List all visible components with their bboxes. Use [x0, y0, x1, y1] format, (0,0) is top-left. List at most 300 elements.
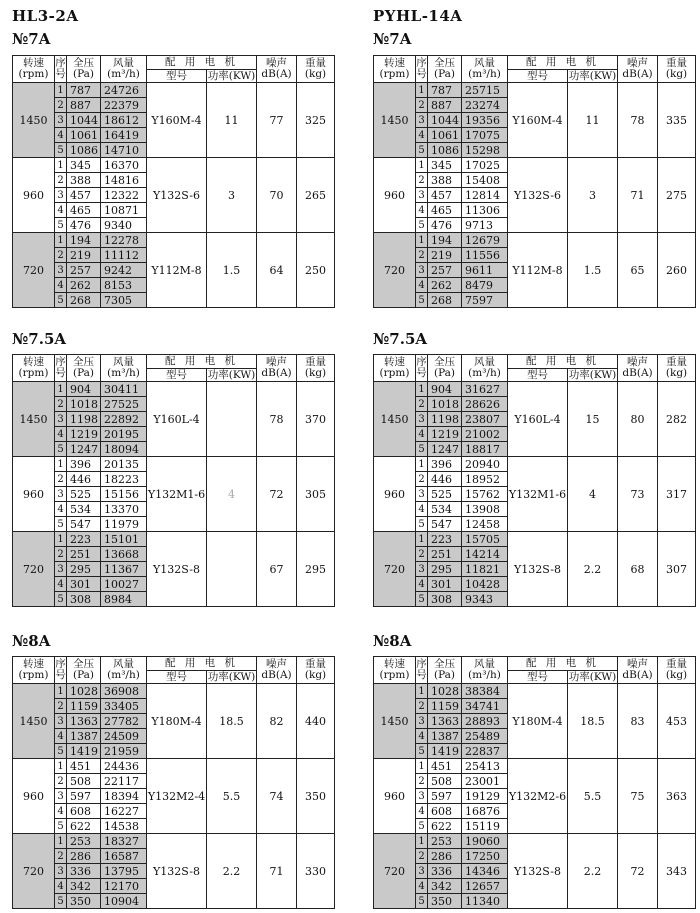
pressure-cell: 1086 [428, 143, 462, 158]
header-noise: 噪声 dB(A) [257, 657, 297, 684]
pressure-cell: 508 [67, 774, 101, 789]
seq-cell: 4 [416, 278, 428, 293]
header-pressure: 全压 (Pa) [428, 355, 462, 382]
flow-cell: 10871 [101, 203, 147, 218]
pressure-cell: 787 [428, 83, 462, 98]
header-motor: 配 用 电 机 [508, 657, 618, 671]
header-flow: 风量 (m³/h) [101, 657, 147, 684]
table-row [374, 457, 696, 472]
flow-cell: 13908 [462, 502, 508, 517]
table-row [13, 834, 335, 849]
pressure-cell: 262 [67, 278, 101, 293]
header-power: 功率(KW) [568, 670, 617, 683]
motor-type-cell: Y160L-4 [508, 382, 568, 457]
seq-cell: 3 [416, 113, 428, 128]
flow-cell: 18394 [101, 789, 147, 804]
spec-table [373, 354, 696, 607]
pressure-cell: 1028 [428, 684, 462, 699]
header-seq: 序 号 [55, 355, 67, 382]
flow-cell: 20195 [101, 427, 147, 442]
speed-cell: 960 [374, 759, 416, 834]
flow-cell: 25413 [462, 759, 508, 774]
seq-cell: 4 [416, 804, 428, 819]
pressure-cell: 262 [428, 278, 462, 293]
weight-cell: 282 [658, 382, 696, 457]
pressure-cell: 887 [67, 98, 101, 113]
noise-cell: 71 [257, 834, 297, 909]
flow-cell: 9611 [462, 263, 508, 278]
pressure-cell: 1419 [428, 744, 462, 759]
seq-cell: 1 [416, 233, 428, 248]
pressure-cell: 1159 [428, 699, 462, 714]
pressure-cell: 1387 [67, 729, 101, 744]
table-row [374, 83, 696, 98]
flow-cell: 8153 [101, 278, 147, 293]
flow-cell: 18817 [462, 442, 508, 457]
header-flow: 风量 (m³/h) [101, 355, 147, 382]
pressure-cell: 1363 [67, 714, 101, 729]
table-row [374, 532, 696, 547]
motor-type-cell: Y132S-8 [508, 532, 568, 607]
seq-cell: 1 [55, 532, 67, 547]
weight-cell: 295 [297, 532, 335, 607]
pressure-cell: 597 [428, 789, 462, 804]
seq-cell: 4 [55, 577, 67, 592]
seq-cell: 3 [55, 562, 67, 577]
pressure-cell: 1028 [67, 684, 101, 699]
flow-cell: 31627 [462, 382, 508, 397]
spec-table [373, 55, 696, 308]
flow-cell: 10904 [101, 894, 147, 909]
flow-cell: 14346 [462, 864, 508, 879]
flow-cell: 12170 [101, 879, 147, 894]
pressure-cell: 508 [428, 774, 462, 789]
pressure-cell: 451 [67, 759, 101, 774]
flow-cell: 15762 [462, 487, 508, 502]
pressure-cell: 268 [67, 293, 101, 308]
pressure-cell: 525 [67, 487, 101, 502]
spec-table [373, 656, 696, 909]
weight-cell: 453 [658, 684, 696, 759]
seq-cell: 1 [416, 158, 428, 173]
power-cell: 4 [207, 457, 257, 532]
seq-cell: 1 [55, 233, 67, 248]
seq-cell: 5 [55, 293, 67, 308]
seq-cell: 4 [55, 128, 67, 143]
seq-cell: 1 [416, 382, 428, 397]
flow-cell: 17025 [462, 158, 508, 173]
table-row [13, 382, 335, 397]
header-flow: 风量 (m³/h) [462, 56, 508, 83]
seq-cell: 2 [55, 547, 67, 562]
seq-cell: 1 [416, 834, 428, 849]
flow-cell: 18094 [101, 442, 147, 457]
flow-cell: 11340 [462, 894, 508, 909]
seq-cell: 4 [416, 729, 428, 744]
speed-cell: 960 [13, 158, 55, 233]
pressure-cell: 547 [428, 517, 462, 532]
header-flow: 风量 (m³/h) [462, 355, 508, 382]
seq-cell: 3 [55, 789, 67, 804]
flow-cell: 28626 [462, 397, 508, 412]
pressure-cell: 301 [67, 577, 101, 592]
seq-cell: 5 [416, 744, 428, 759]
seq-cell: 4 [55, 203, 67, 218]
header-seq: 序 号 [416, 56, 428, 83]
speed-cell: 1450 [374, 382, 416, 457]
flow-cell: 12278 [101, 233, 147, 248]
flow-cell: 15298 [462, 143, 508, 158]
seq-cell: 2 [55, 173, 67, 188]
seq-cell: 5 [55, 744, 67, 759]
header-pressure: 全压 (Pa) [67, 56, 101, 83]
seq-cell: 5 [416, 819, 428, 834]
pressure-cell: 194 [428, 233, 462, 248]
pressure-cell: 219 [67, 248, 101, 263]
flow-cell: 21959 [101, 744, 147, 759]
flow-cell: 22892 [101, 412, 147, 427]
header-power: 功率(KW) [207, 670, 256, 683]
header-noise: 噪声 dB(A) [618, 355, 658, 382]
flow-cell: 33405 [101, 699, 147, 714]
flow-cell: 12657 [462, 879, 508, 894]
pressure-cell: 1247 [428, 442, 462, 457]
header-seq: 序 号 [55, 56, 67, 83]
flow-cell: 24726 [101, 83, 147, 98]
model-title-left: HL3-2A [12, 7, 79, 25]
flow-cell: 13668 [101, 547, 147, 562]
speed-cell: 720 [374, 233, 416, 308]
noise-cell: 70 [257, 158, 297, 233]
table-row [374, 759, 696, 774]
power-cell: 5.5 [568, 759, 618, 834]
seq-cell: 3 [55, 714, 67, 729]
seq-cell: 1 [55, 834, 67, 849]
power-cell [207, 382, 257, 457]
header-power: 功率(KW) [568, 69, 617, 82]
motor-type-cell: Y180M-4 [508, 684, 568, 759]
pressure-cell: 904 [67, 382, 101, 397]
flow-cell: 20940 [462, 457, 508, 472]
flow-cell: 8984 [101, 592, 147, 607]
motor-type-cell: Y132S-6 [147, 158, 207, 233]
header-noise: 噪声 dB(A) [618, 56, 658, 83]
seq-cell: 4 [416, 427, 428, 442]
speed-cell: 720 [374, 834, 416, 909]
pressure-cell: 787 [67, 83, 101, 98]
pressure-cell: 1159 [67, 699, 101, 714]
seq-cell: 5 [55, 592, 67, 607]
seq-cell: 1 [55, 684, 67, 699]
pressure-cell: 904 [428, 382, 462, 397]
weight-cell: 335 [658, 83, 696, 158]
seq-cell: 4 [55, 729, 67, 744]
section-label: №8A [12, 632, 51, 650]
flow-cell: 27782 [101, 714, 147, 729]
flow-cell: 14214 [462, 547, 508, 562]
header-motor: 配 用 电 机 [508, 355, 618, 369]
flow-cell: 17250 [462, 849, 508, 864]
weight-cell: 260 [658, 233, 696, 308]
flow-cell: 8479 [462, 278, 508, 293]
seq-cell: 1 [416, 684, 428, 699]
pressure-cell: 476 [428, 218, 462, 233]
flow-cell: 19129 [462, 789, 508, 804]
speed-cell: 1450 [13, 83, 55, 158]
header-speed: 转速 (rpm) [13, 657, 55, 684]
header-speed: 转速 (rpm) [13, 56, 55, 83]
flow-cell: 15705 [462, 532, 508, 547]
noise-cell: 74 [257, 759, 297, 834]
pressure-cell: 622 [428, 819, 462, 834]
noise-cell: 78 [257, 382, 297, 457]
seq-cell: 5 [416, 592, 428, 607]
flow-cell: 10428 [462, 577, 508, 592]
table-row [13, 233, 335, 248]
flow-cell: 15156 [101, 487, 147, 502]
speed-cell: 720 [13, 532, 55, 607]
seq-cell: 1 [55, 759, 67, 774]
seq-cell: 3 [416, 487, 428, 502]
flow-cell: 13795 [101, 864, 147, 879]
power-cell: 1.5 [568, 233, 618, 308]
seq-cell: 4 [55, 879, 67, 894]
header-weight: 重量 (kg) [658, 56, 696, 83]
pressure-cell: 547 [67, 517, 101, 532]
speed-cell: 1450 [374, 684, 416, 759]
pressure-cell: 286 [428, 849, 462, 864]
spec-table [12, 354, 335, 607]
motor-type-cell: Y160L-4 [147, 382, 207, 457]
flow-cell: 23274 [462, 98, 508, 113]
flow-cell: 11979 [101, 517, 147, 532]
seq-cell: 5 [55, 894, 67, 909]
seq-cell: 1 [55, 457, 67, 472]
power-cell: 11 [207, 83, 257, 158]
motor-type-cell: Y132S-8 [147, 532, 207, 607]
spec-table [12, 55, 335, 308]
power-cell: 11 [568, 83, 618, 158]
pressure-cell: 1419 [67, 744, 101, 759]
header-speed: 转速 (rpm) [374, 657, 416, 684]
seq-cell: 5 [55, 143, 67, 158]
flow-cell: 25489 [462, 729, 508, 744]
pressure-cell: 342 [428, 879, 462, 894]
power-cell: 3 [207, 158, 257, 233]
seq-cell: 1 [416, 759, 428, 774]
seq-cell: 4 [416, 879, 428, 894]
motor-type-cell: Y160M-4 [147, 83, 207, 158]
flow-cell: 16227 [101, 804, 147, 819]
flow-cell: 24509 [101, 729, 147, 744]
noise-cell: 72 [618, 834, 658, 909]
noise-cell: 78 [618, 83, 658, 158]
section-label: №7A [373, 30, 412, 48]
speed-cell: 1450 [374, 83, 416, 158]
flow-cell: 18223 [101, 472, 147, 487]
section-label: №7.5A [373, 330, 428, 348]
flow-cell: 15408 [462, 173, 508, 188]
seq-cell: 2 [416, 248, 428, 263]
speed-cell: 960 [13, 759, 55, 834]
pressure-cell: 525 [428, 487, 462, 502]
pressure-cell: 1247 [67, 442, 101, 457]
speed-cell: 720 [13, 834, 55, 909]
flow-cell: 14710 [101, 143, 147, 158]
flow-cell: 23001 [462, 774, 508, 789]
speed-cell: 960 [374, 457, 416, 532]
motor-type-cell: Y132M2-4 [147, 759, 207, 834]
pressure-cell: 223 [428, 532, 462, 547]
pressure-cell: 345 [67, 158, 101, 173]
header-pressure: 全压 (Pa) [428, 56, 462, 83]
seq-cell: 3 [55, 263, 67, 278]
seq-cell: 2 [55, 472, 67, 487]
motor-type-cell: Y180M-4 [147, 684, 207, 759]
flow-cell: 22117 [101, 774, 147, 789]
pressure-cell: 257 [67, 263, 101, 278]
section-label: №7.5A [12, 330, 67, 348]
pressure-cell: 1219 [428, 427, 462, 442]
flow-cell: 19356 [462, 113, 508, 128]
section-label: №7A [12, 30, 51, 48]
weight-cell: 265 [297, 158, 335, 233]
table-row [374, 382, 696, 397]
seq-cell: 2 [55, 397, 67, 412]
header-motor: 配 用 电 机 [508, 56, 618, 70]
seq-cell: 3 [55, 412, 67, 427]
table-row [13, 684, 335, 699]
flow-cell: 34741 [462, 699, 508, 714]
seq-cell: 5 [416, 143, 428, 158]
seq-cell: 2 [55, 699, 67, 714]
pressure-cell: 396 [428, 457, 462, 472]
noise-cell: 77 [257, 83, 297, 158]
flow-cell: 11112 [101, 248, 147, 263]
header-pressure: 全压 (Pa) [67, 355, 101, 382]
flow-cell: 7597 [462, 293, 508, 308]
noise-cell: 83 [618, 684, 658, 759]
motor-type-cell: Y112M-8 [508, 233, 568, 308]
seq-cell: 1 [416, 532, 428, 547]
flow-cell: 12322 [101, 188, 147, 203]
weight-cell: 343 [658, 834, 696, 909]
model-title-right: PYHL-14A [373, 7, 463, 25]
flow-cell: 27525 [101, 397, 147, 412]
seq-cell: 5 [416, 218, 428, 233]
flow-cell: 25715 [462, 83, 508, 98]
speed-cell: 960 [374, 158, 416, 233]
seq-cell: 1 [55, 382, 67, 397]
pressure-cell: 534 [67, 502, 101, 517]
pressure-cell: 350 [67, 894, 101, 909]
flow-cell: 13370 [101, 502, 147, 517]
pressure-cell: 295 [67, 562, 101, 577]
pressure-cell: 1086 [67, 143, 101, 158]
pressure-cell: 308 [428, 592, 462, 607]
weight-cell: 317 [658, 457, 696, 532]
noise-cell: 72 [257, 457, 297, 532]
speed-cell: 720 [13, 233, 55, 308]
header-weight: 重量 (kg) [297, 56, 335, 83]
pressure-cell: 219 [428, 248, 462, 263]
pressure-cell: 388 [67, 173, 101, 188]
pressure-cell: 345 [428, 158, 462, 173]
seq-cell: 3 [55, 188, 67, 203]
pressure-cell: 1018 [428, 397, 462, 412]
seq-cell: 3 [55, 487, 67, 502]
header-power: 功率(KW) [207, 69, 256, 82]
motor-type-cell: Y160M-4 [508, 83, 568, 158]
power-cell: 15 [568, 382, 618, 457]
weight-cell: 325 [297, 83, 335, 158]
flow-cell: 11367 [101, 562, 147, 577]
weight-cell: 350 [297, 759, 335, 834]
motor-type-cell: Y132M1-6 [147, 457, 207, 532]
flow-cell: 11821 [462, 562, 508, 577]
seq-cell: 2 [416, 699, 428, 714]
seq-cell: 4 [55, 278, 67, 293]
seq-cell: 4 [416, 502, 428, 517]
table-row [13, 532, 335, 547]
pressure-cell: 1198 [428, 412, 462, 427]
flow-cell: 16876 [462, 804, 508, 819]
pressure-cell: 887 [428, 98, 462, 113]
seq-cell: 1 [416, 457, 428, 472]
flow-cell: 18612 [101, 113, 147, 128]
header-pressure: 全压 (Pa) [67, 657, 101, 684]
header-motor: 配 用 电 机 [147, 355, 257, 369]
noise-cell: 68 [618, 532, 658, 607]
section-label: №8A [373, 632, 412, 650]
header-power: 功率(KW) [568, 368, 617, 381]
pressure-cell: 1387 [428, 729, 462, 744]
seq-cell: 3 [416, 188, 428, 203]
flow-cell: 12458 [462, 517, 508, 532]
pressure-cell: 308 [67, 592, 101, 607]
weight-cell: 330 [297, 834, 335, 909]
pressure-cell: 608 [67, 804, 101, 819]
table-row [374, 834, 696, 849]
header-speed: 转速 (rpm) [374, 56, 416, 83]
power-cell: 5.5 [207, 759, 257, 834]
motor-type-cell: Y132S-8 [508, 834, 568, 909]
seq-cell: 2 [55, 774, 67, 789]
header-motor-type: 型号 [147, 369, 207, 382]
pressure-cell: 465 [428, 203, 462, 218]
flow-cell: 15119 [462, 819, 508, 834]
seq-cell: 2 [55, 849, 67, 864]
seq-cell: 1 [416, 83, 428, 98]
pressure-cell: 388 [428, 173, 462, 188]
header-pressure: 全压 (Pa) [428, 657, 462, 684]
seq-cell: 3 [416, 263, 428, 278]
power-cell: 1.5 [207, 233, 257, 308]
flow-cell: 21002 [462, 427, 508, 442]
power-cell: 18.5 [207, 684, 257, 759]
motor-type-cell: Y132M2-6 [508, 759, 568, 834]
pressure-cell: 1018 [67, 397, 101, 412]
noise-cell: 82 [257, 684, 297, 759]
header-motor: 配 用 电 机 [147, 56, 257, 70]
pressure-cell: 336 [67, 864, 101, 879]
header-motor-type: 型号 [147, 70, 207, 83]
seq-cell: 4 [55, 502, 67, 517]
seq-cell: 2 [416, 774, 428, 789]
pressure-cell: 608 [428, 804, 462, 819]
weight-cell: 305 [297, 457, 335, 532]
flow-cell: 14816 [101, 173, 147, 188]
